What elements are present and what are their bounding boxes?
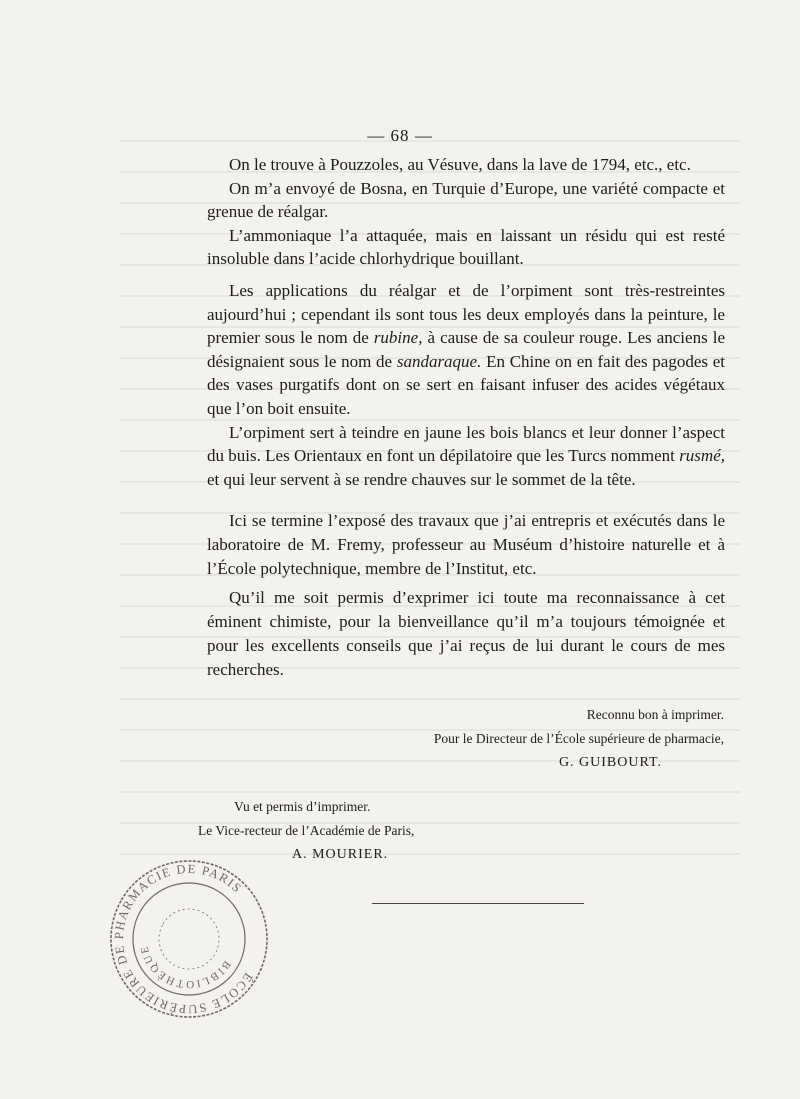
permit-line: Le Vice-recteur de l’Académie de Paris, [198,823,415,838]
main-text [207,153,725,491]
text-run: En Chine on en fait des pagodes et des vases purgatifs dont on se sert en faisant infuser des acides végétaux que l’on boit ensuite. [207,351,725,418]
page-number: — 68 — [367,126,433,145]
approval-signature: G. GUIBOURT. [558,755,662,770]
permit-signature: A. MOURIER. [292,847,389,862]
approval-block [304,703,724,775]
paragraph: Ici se termine l’exposé des travaux que j’ai entrepris et exécutés dans le laboratoire de M. Fremy, professeur au Muséum d’histoire naturelle et à l’École polytechnique, membre de l’Institut, etc. [207,511,725,578]
text-run: L’orpiment sert à teindre en jaune les bois blancs et leur donner l’aspect du buis. Les Orientaux en font un dépilatoire que les Turcs nomment [207,422,725,466]
stamp-outer-text: ÉCOLE SUPÉRIEURE DE PHARMACIE DE PARIS [111,861,256,1017]
approval-line: Reconnu bon à imprimer. [586,707,724,722]
italic-term: rubine, [373,328,423,348]
approval-line: Pour le Directeur de l’École supérieure de pharmacie, [433,731,724,746]
paragraph: On le trouve à Pouzzoles, au Vésuve, dans la lave de 1794, etc., etc. [229,155,691,174]
permit-line: Vu et permis d’imprimer. [234,799,371,814]
text-run: à cause de sa couleur rouge. Les anciens le désignaient sous le nom de [207,328,725,371]
conclusion-text [207,509,725,687]
paragraph-applications [207,279,725,421]
paragraph-orpiment [207,421,725,492]
text-run: et qui leur servent à se rendre chauves sur le sommet de la tête. [207,469,636,489]
italic-term: rusmé, [679,446,725,466]
library-stamp [104,854,274,1024]
paragraph: L’ammoniaque l’a attaquée, mais en laissant un résidu qui est resté insoluble dans l’acide chlorhydrique bouillant. [207,225,725,269]
stamp-inner-text: BIBLIOTHÈQUE [138,943,233,991]
paragraph: Qu’il me soit permis d’exprimer ici toute ma reconnaissance à cet éminent chimiste, pour la bienveillance qu’il m’a toujours témoignée et pour les excellents conseils que j’ai reçus de lui durant le cours de mes recherches. [207,588,725,679]
text-run: Les applications du réalgar et de l’orpiment sont très-restreintes aujourd’hui ; cependant ils sont tous les deux employés dans la peinture, le premier sous le nom de [207,280,725,348]
italic-term: sandaraque. [396,351,482,371]
paragraph: On m’a envoyé de Bosna, en Turquie d’Europe, une variété compacte et grenue de réalgar. [207,178,725,222]
divider [372,903,584,904]
